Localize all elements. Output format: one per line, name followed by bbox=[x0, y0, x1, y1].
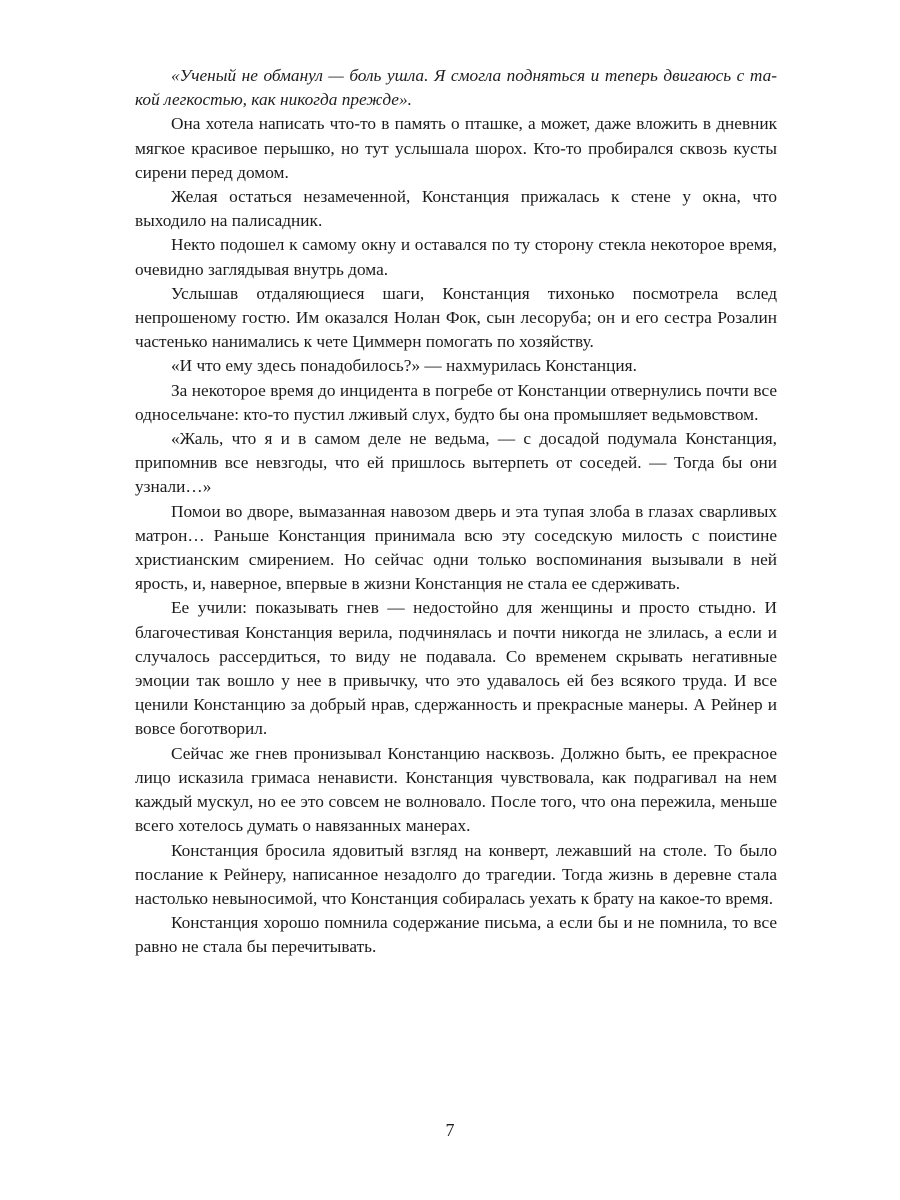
paragraph-2: Она хотела написать что-то в память о пташке, а может, даже вложить в дневник мягкое красивое перышко, но тут услышала шорох. Кто-то пробирался сквозь кусты сирени перед домом. bbox=[135, 114, 777, 182]
paragraph-10: Ее учили: показывать гнев — недостойно для женщины и просто стыдно. И благочестивая Констанция верила, подчинялась и почти никогда не злилась, а если и случалось рассердиться, то виду не подавала. Со временем скрывать негативные эмоции так вошло у нее в привычку, что это удавалось ей без всякого труда. И все ценили Констанцию за добрый нрав, сдержанность и прекрасные манеры. А Рейнер и вовсе боготворил. bbox=[135, 598, 777, 739]
paragraph-8: «Жаль, что я и в самом деле не ведьма, — с досадой подумала Констанция, припомнив все невзгоды, что ей пришлось вытерпеть от соседей. — Тогда бы они узнали…» bbox=[135, 429, 777, 497]
paragraph-4: Некто подошел к самому окну и оставался по ту сторону стекла некоторое время, очевидно заглядывая внутрь дома. bbox=[135, 235, 777, 279]
paragraph-13: Констанция хорошо помнила содержание письма, а если бы и не помнила, то все равно не стала бы перечитывать. bbox=[135, 913, 777, 957]
paragraph-9: Помои во дворе, вымазанная навозом дверь и эта тупая злоба в глазах сварливых матрон… Раньше Констанция принимала всю эту соседскую милость с поистине христианским смирением. Но сейчас одни только воспоминания вызывали в ней ярость, и, наверное, впервые в жизни Констанция не стала ее сдерживать. bbox=[135, 501, 777, 594]
paragraph-1: «Ученый не обманул — боль ушла. Я смогла подняться и теперь двигаюсь с такой легкостью, как никогда прежде». bbox=[135, 66, 777, 110]
paragraph-7: За некоторое время до инцидента в погребе от Констанции отвернулись почти все односельчане: кто-то пустил лживый слух, будто бы она промышляет ведьмовством. bbox=[135, 380, 777, 424]
page-body bbox=[135, 64, 777, 960]
page-number: 7 bbox=[445, 1120, 455, 1140]
paragraph-11: Сейчас же гнев пронизывал Констанцию насквозь. Должно быть, ее прекрасное лицо исказила гримаса ненависти. Констанция чувствовала, как подрагивал на нем каждый мускул, но ее это совсем не волновало. После того, что она пережила, меньше всего хотелось думать о навязанных манерах. bbox=[135, 743, 777, 836]
paragraph-5: Услышав отдаляющиеся шаги, Констанция тихонько посмотрела вслед непрошеному гостю. Им оказался Нолан Фок, сын лесоруба; он и его сестра Розалин частенько нанимались к чете Циммерн помогать по хозяйству. bbox=[135, 283, 777, 352]
paragraph-3: Желая остаться незамеченной, Констанция прижалась к стене у окна, что выходило на палисадник. bbox=[135, 187, 777, 231]
paragraph-6: «И что ему здесь понадобилось?» — нахмурилась Констанция. bbox=[171, 356, 637, 376]
paragraph-12: Констанция бросила ядовитый взгляд на конверт, лежавший на столе. То было послание к Рейнеру, написанное незадолго до трагедии. Тогда жизнь в деревне стала настолько невыносимой, что Констанция собиралась уехать к брату на какое-то время. bbox=[135, 840, 777, 908]
